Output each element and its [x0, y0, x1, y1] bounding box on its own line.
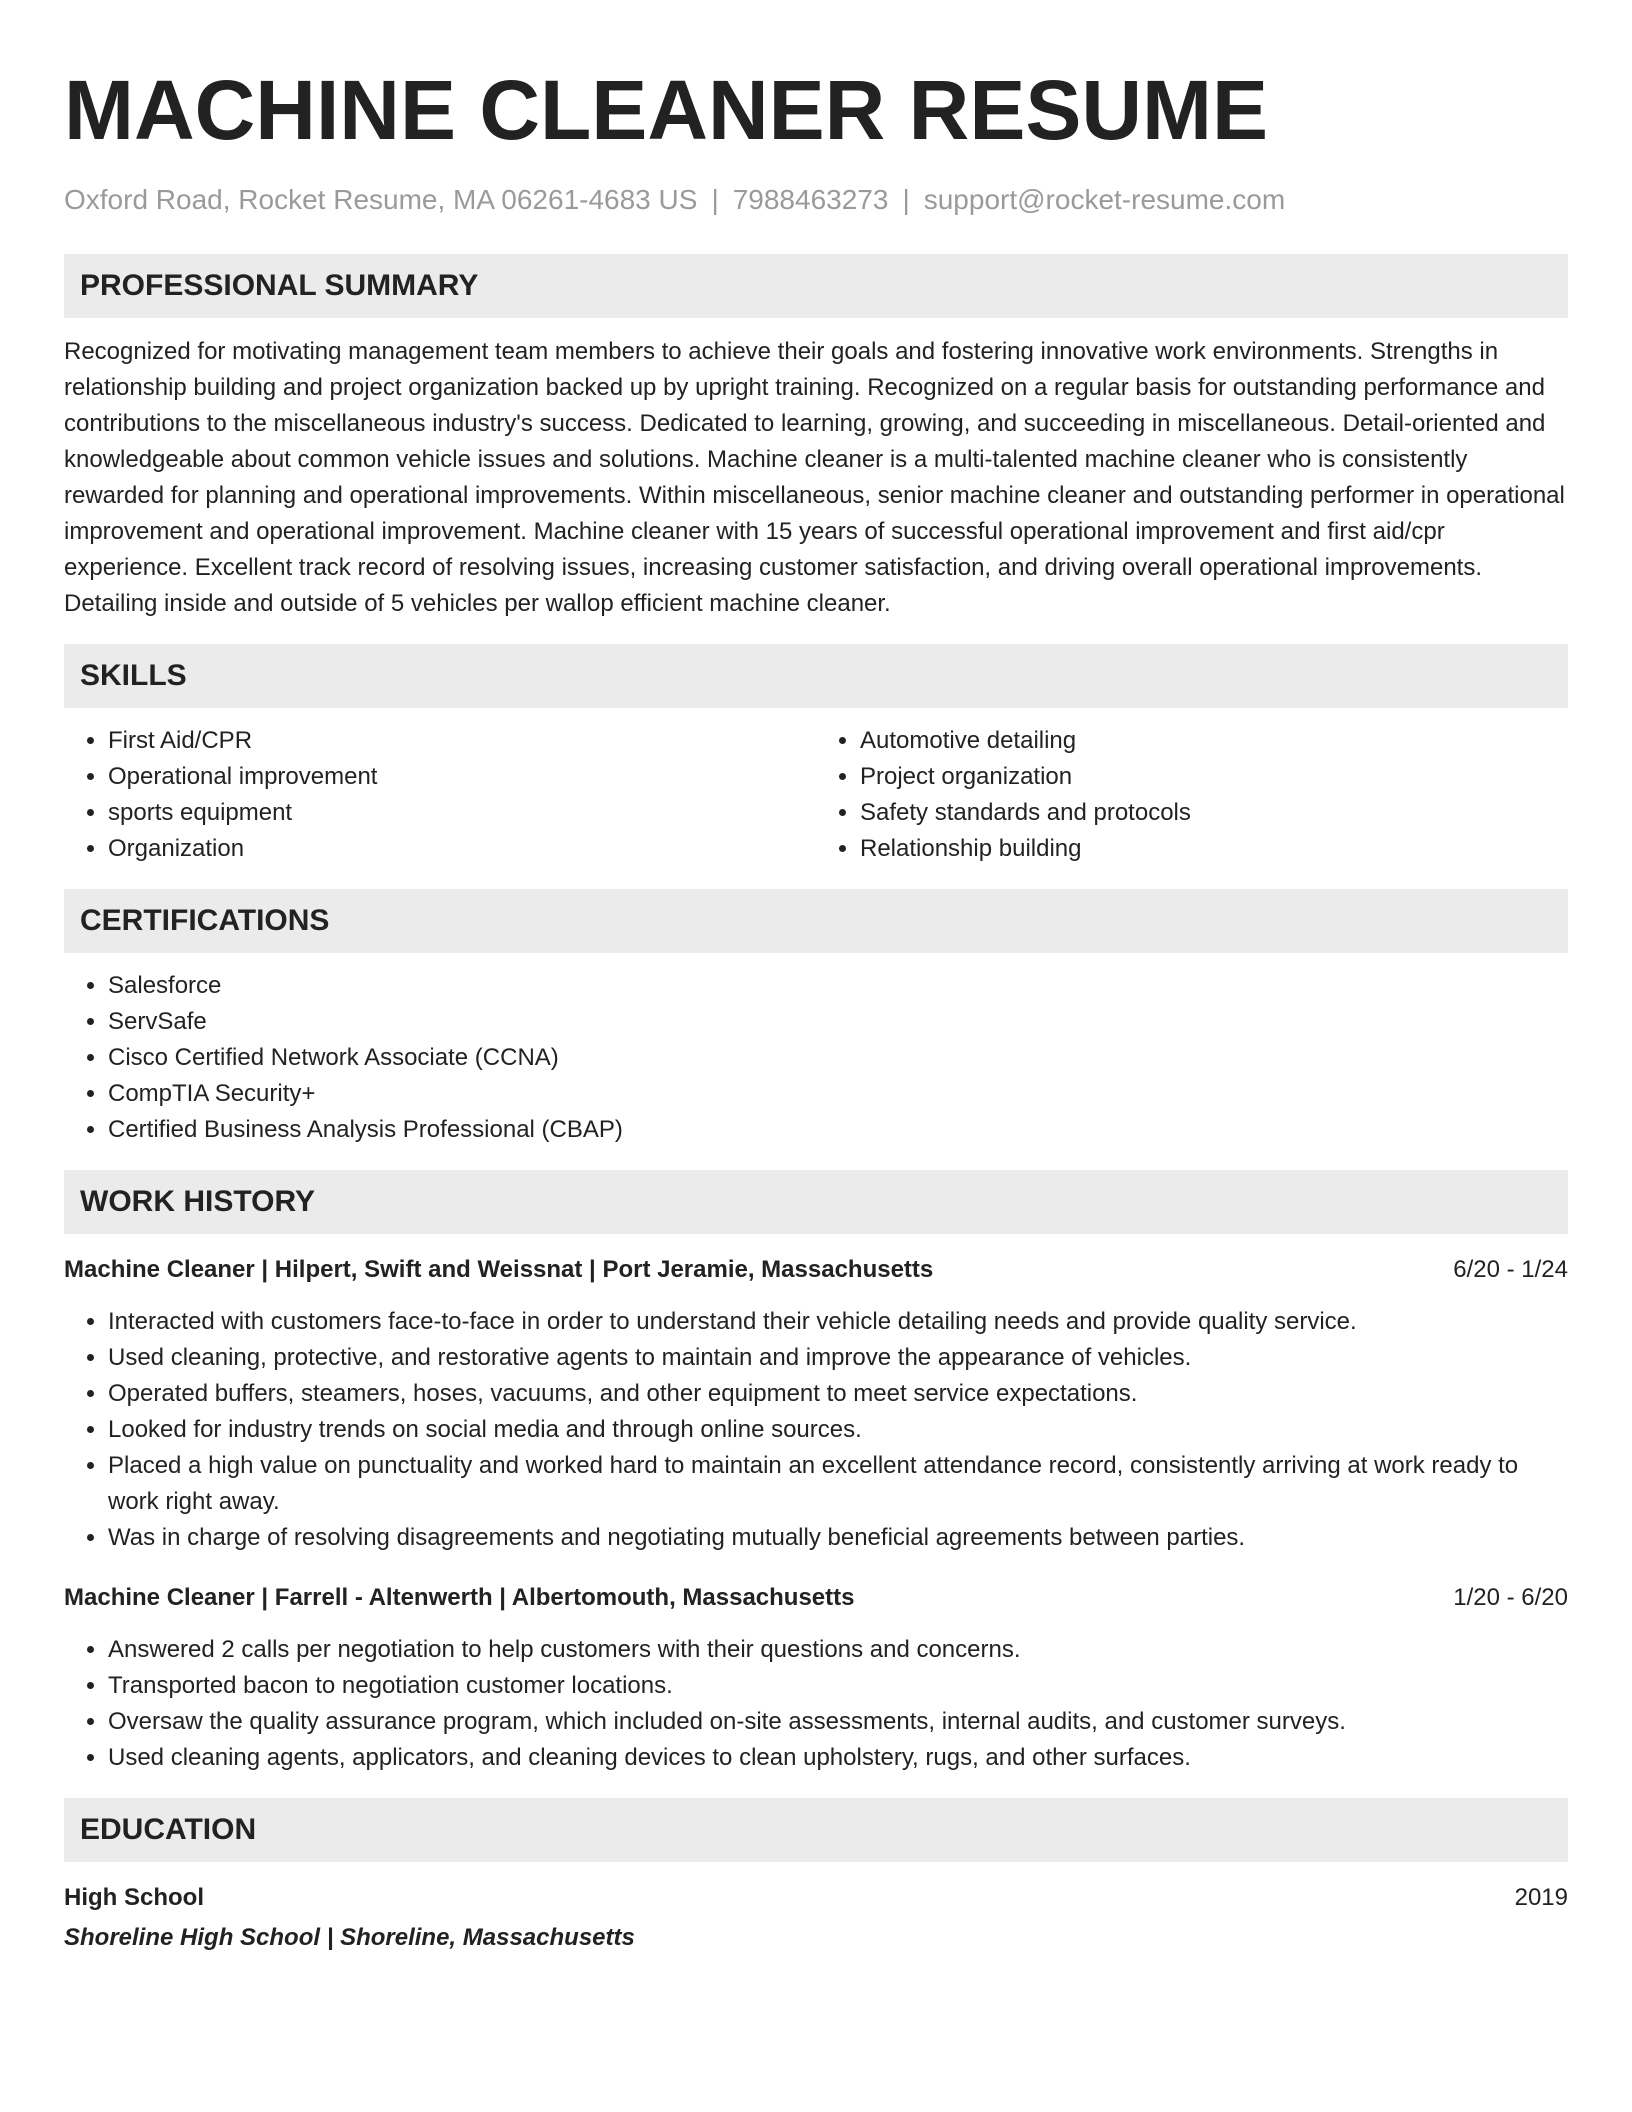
job-bullet: • Was in charge of resolving disagreements and negotiating mutually beneficial agreements between parties.	[108, 1520, 1568, 1556]
job-title: Machine Cleaner | Farrell - Altenwerth | Albertomouth, Massachusetts	[64, 1584, 855, 1611]
resume-title: MACHINE CLEANER RESUME	[64, 63, 1269, 157]
job-header	[64, 1252, 1568, 1288]
education-header	[64, 1880, 1568, 1916]
job-bullet: • Looked for industry trends on social media and through online sources.	[108, 1412, 1568, 1448]
skill-item: • Project organization	[860, 759, 1568, 795]
certification-item: • Certified Business Analysis Professional (CBAP)	[108, 1112, 1568, 1148]
skills-column-right	[816, 723, 1568, 867]
education-degree: High School	[64, 1884, 204, 1911]
skill-item: • Relationship building	[860, 831, 1568, 867]
education-school: Shoreline High School | Shoreline, Massachusetts	[64, 1924, 635, 1951]
work-history-heading: WORK HISTORY	[64, 1170, 1568, 1234]
certifications-heading: CERTIFICATIONS	[64, 889, 1568, 953]
summary-heading: PROFESSIONAL SUMMARY	[64, 254, 1568, 318]
job-bullet: • Oversaw the quality assurance program, which included on-site assessments, internal audits, and customer surveys.	[108, 1704, 1568, 1740]
summary-text: Recognized for motivating management team members to achieve their goals and fostering innovative work environments. Strengths in relationship building and project organization backed up by upright training. Recognized on a regular basis for outstanding performance and contributions to the miscellaneous industry's success. Dedicated to learning, growing, and succeeding in miscellaneous. Detail-oriented and knowledgeable about common vehicle issues and solutions. Machine cleaner is a multi-talented machine cleaner who is consistently rewarded for planning and operational improvements. Within miscellaneous, senior machine cleaner and outstanding performer in operational improvement and operational improvement. Machine cleaner with 15 years of successful operational improvement and first aid/cpr experience. Excellent track record of resolving issues, increasing customer satisfaction, and driving overall operational improvements. Detailing inside and outside of 5 vehicles per wallop efficient machine cleaner.	[64, 338, 1565, 617]
job-bullets	[64, 1632, 1568, 1776]
skills-heading: SKILLS	[64, 644, 1568, 708]
job-bullet: • Operated buffers, steamers, hoses, vacuums, and other equipment to meet service expectations.	[108, 1376, 1568, 1412]
certification-item: • CompTIA Security+	[108, 1076, 1568, 1112]
separator: |	[902, 184, 910, 215]
skills-column-left	[64, 723, 816, 867]
certifications-list	[64, 968, 1568, 1148]
separator: |	[711, 184, 719, 215]
job-bullet: • Transported bacon to negotiation customer locations.	[108, 1668, 1568, 1704]
certification-item: • Cisco Certified Network Associate (CCNA)	[108, 1040, 1568, 1076]
job-bullet: • Used cleaning agents, applicators, and cleaning devices to clean upholstery, rugs, and other surfaces.	[108, 1740, 1568, 1776]
skills-grid	[64, 723, 1568, 867]
job-bullet: • Answered 2 calls per negotiation to help customers with their questions and concerns.	[108, 1632, 1568, 1668]
job-dates: 1/20 - 6/20	[1453, 1584, 1568, 1611]
skill-item: • Automotive detailing	[860, 723, 1568, 759]
job-header	[64, 1580, 1568, 1616]
email: support@rocket-resume.com	[923, 184, 1286, 215]
contact-line	[64, 182, 1568, 218]
certification-item: • Salesforce	[108, 968, 1568, 1004]
job-dates: 6/20 - 1/24	[1453, 1256, 1568, 1283]
job-bullets	[64, 1304, 1568, 1556]
skill-item: • Operational improvement	[108, 759, 816, 795]
job-title: Machine Cleaner | Hilpert, Swift and Weissnat | Port Jeramie, Massachusetts	[64, 1256, 934, 1283]
job-bullet: • Placed a high value on punctuality and worked hard to maintain an excellent attendance record, consistently arriving at work ready to work right away.	[108, 1448, 1568, 1520]
skill-item: • sports equipment	[108, 795, 816, 831]
phone: 7988463273	[732, 184, 889, 215]
education-year: 2019	[1514, 1884, 1568, 1911]
skill-item: • Organization	[108, 831, 816, 867]
skill-item: • First Aid/CPR	[108, 723, 816, 759]
skill-item: • Safety standards and protocols	[860, 795, 1568, 831]
job-bullet: • Interacted with customers face-to-face in order to understand their vehicle detailing needs and provide quality service.	[108, 1304, 1568, 1340]
address: Oxford Road, Rocket Resume, MA 06261-4683 US	[64, 184, 698, 215]
job-bullet: • Used cleaning, protective, and restorative agents to maintain and improve the appearance of vehicles.	[108, 1340, 1568, 1376]
education-heading: EDUCATION	[64, 1798, 1568, 1862]
certification-item: • ServSafe	[108, 1004, 1568, 1040]
